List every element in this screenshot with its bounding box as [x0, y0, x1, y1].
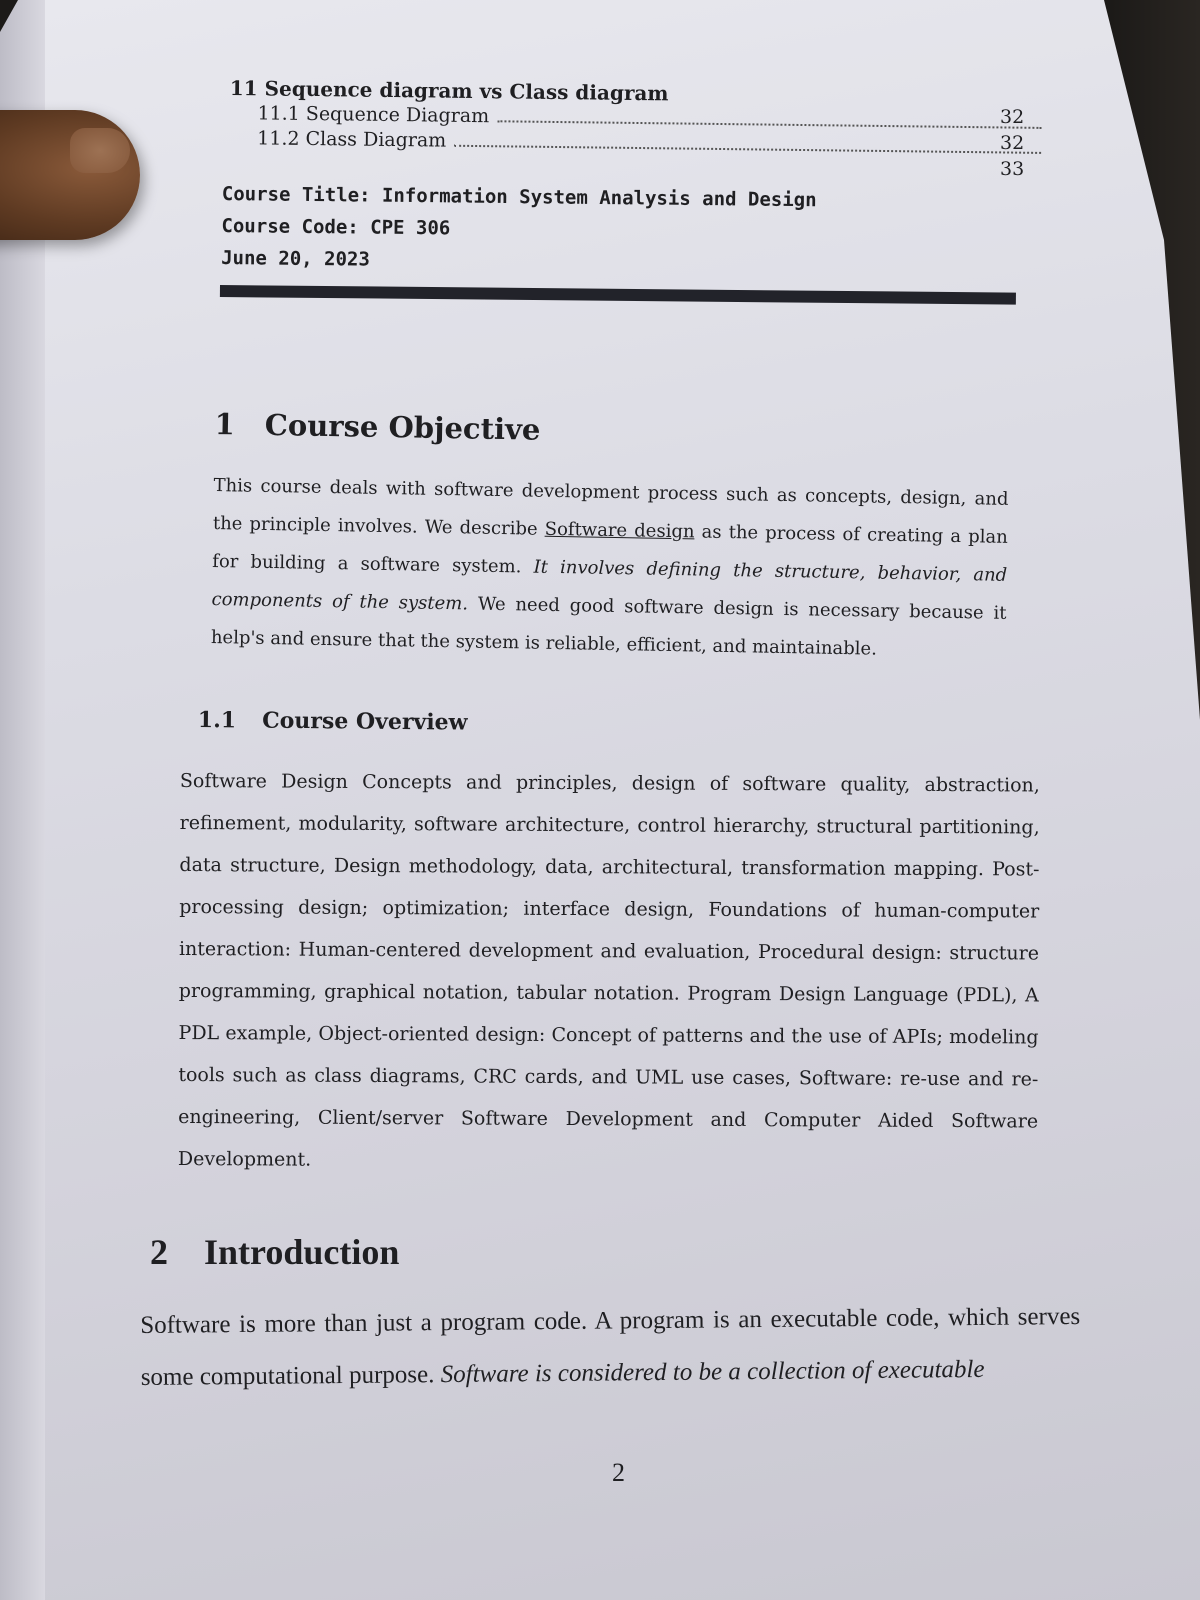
overview-paragraph: Software Design Concepts and principles, design of software quality, abstraction, refinement, modularity, software architecture, control hierarchy, structural partitioning, data structure, Design methodology, data, architectural, transformation mapping. Post-processing design; optimization; interface design, Foundations of human-computer interaction: Human-centered development and evaluation, Procedural design: structure programming, graphical notation, tabular notation. Program Design Language (PDL), A PDL example, Object-oriented design: Concept of patterns and the use of APIs; modeling tools such as class diagrams, CRC cards, and UML use cases, Software: re-use and re- engineering, Client/server Software Development and Computer Aided Software Development. — [177, 769, 1040, 1171]
italic-text: It involves defining the structure, behavior, and components of the system. — [211, 556, 1008, 615]
paragraph-text: This course deals with software development process such as concepts, design, and the principle involves. We describe — [212, 474, 1009, 540]
toc-page: 32 — [1000, 106, 1025, 128]
toc-leader-dots — [497, 120, 1041, 129]
subsection-title: Course Overview — [262, 707, 468, 736]
section-number: 2 — [150, 1232, 168, 1272]
section-introduction-heading — [150, 1230, 399, 1274]
italic-text: Software is considered to be a collection of executable — [440, 1355, 985, 1389]
subsection-heading — [198, 705, 1023, 743]
toc-item-label: 11.2 Class Diagram — [257, 127, 447, 152]
paragraph-text: Software is more than just a program code. A program is an executable code, which serves some computational purpose. — [140, 1302, 1081, 1391]
course-title: Course Title: Information System Analysis and Design — [221, 182, 817, 212]
horizontal-rule — [220, 285, 1016, 305]
toc-page-numbers — [1000, 104, 1024, 182]
table-of-contents — [229, 75, 1050, 161]
underlined-term: Software design — [544, 518, 695, 543]
section-title: Course Objective — [264, 407, 541, 447]
overview-body — [178, 760, 1040, 1184]
section-title: Introduction — [204, 1232, 400, 1272]
section-number: 1 — [214, 406, 236, 442]
toc-page: 33 — [1000, 158, 1025, 180]
paragraph-text: as the process of creating a plan for building a software system. — [212, 521, 1008, 578]
course-meta — [221, 178, 817, 280]
introduction-paragraph — [140, 1291, 1081, 1404]
page-number: 2 — [612, 1458, 625, 1487]
paragraph-text: We need good software design is necessary because it help's and ensure that the system is reliable, efficient, and maintainable. — [210, 593, 1007, 660]
section-course-overview — [198, 705, 1023, 743]
toc-chapter: 11 Sequence diagram vs Class diagram — [229, 75, 669, 106]
toc-page: 32 — [1000, 132, 1025, 154]
subsection-number: 1.1 — [197, 706, 237, 734]
course-code: Course Code: CPE 306 — [221, 214, 451, 240]
thumb-nail — [70, 128, 130, 173]
course-date: June 20, 2023 — [221, 246, 370, 271]
section-course-objective — [210, 405, 1010, 689]
toc-item-label: 11.1 Sequence Diagram — [257, 102, 490, 128]
section-paragraph — [211, 467, 1009, 671]
section-heading — [214, 405, 1010, 457]
thumb — [0, 110, 140, 240]
toc-leader-dots — [454, 145, 1041, 154]
